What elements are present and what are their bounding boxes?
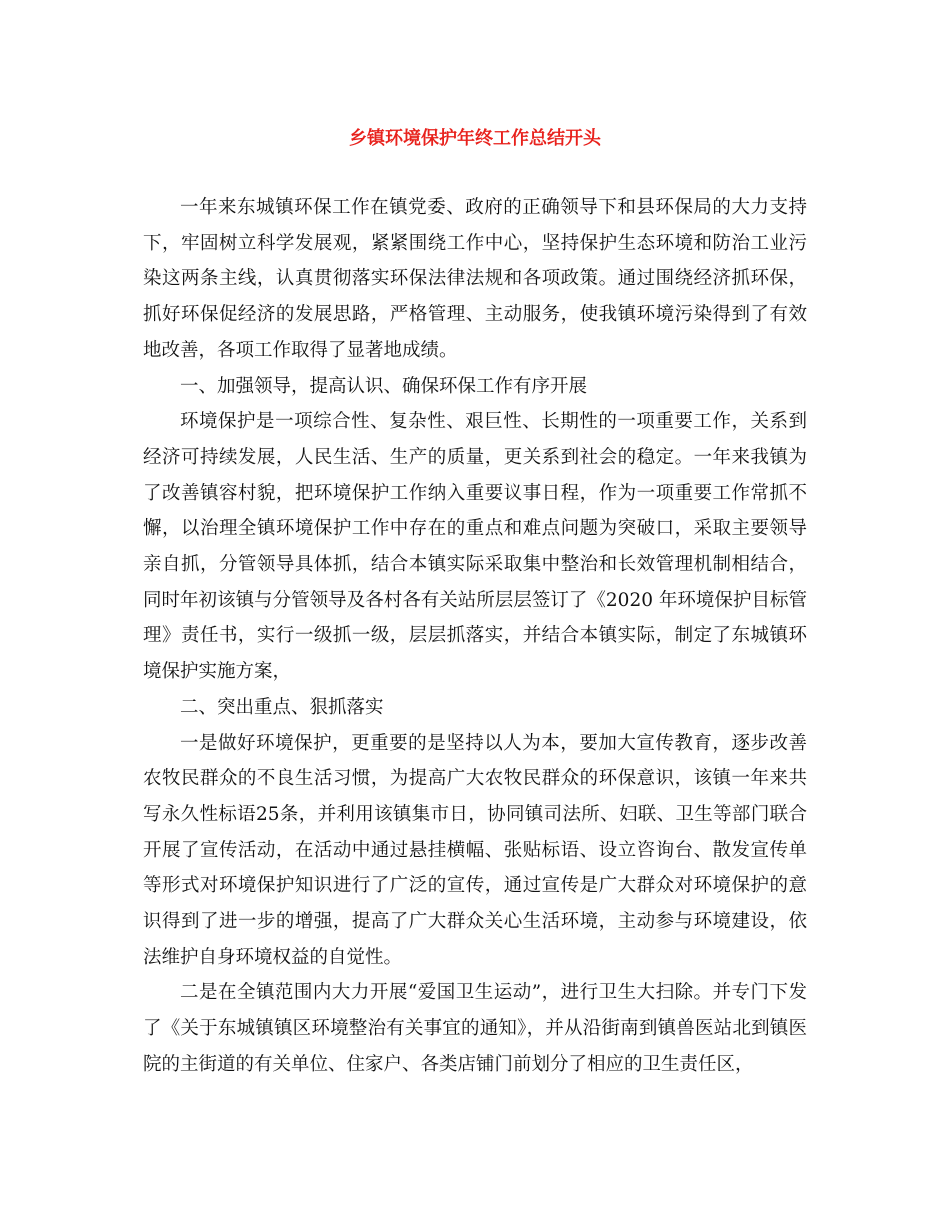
- paragraph-section-1: 环境保护是一项综合性、复杂性、艰巨性、长期性的一项重要工作，关系到经济可持续发展，人民生活、生产的质量，更关系到社会的稳定。一年来我镇为了改善镇容村貌，把环境保护工作纳入重要议事日程，作为一项重要工作常抓不懈，以治理全镇环境保护工作中存在的重点和难点问题为突破口，采取主要领导亲自抓，分管领导具体抓，结合本镇实际采取集中整治和长效管理机制相结合，同时年初该镇与分管领导及各村各有关站所层层签订了《2020 年环境保护目标管理》责任书，实行一级抓一级，层层抓落实，并结合本镇实际，制定了东城镇环境保护实施方案，: [143, 411, 807, 683]
- document-body: [143, 190, 807, 1083]
- paragraph-section-2-item-2: 二是在全镇范围内大力开展“爱国卫生运动”，进行卫生大扫除。并专门下发了《关于东城镇镇区环境整治有关事宜的通知》，并从沿街南到镇兽医站北到镇医院的主街道的有关单位、住家户、各类店铺门前划分了相应的卫生责任区，: [143, 982, 807, 1075]
- paragraph-section-2-item-1: 一是做好环境保护，更重要的是坚持以人为本，要加大宣传教育，逐步改善农牧民群众的不良生活习惯，为提高广大农牧民群众的环保意识，该镇一年来共写永久性标语25条，并利用该镇集市日，协同镇司法所、妇联、卫生等部门联合开展了宣传活动，在活动中通过悬挂横幅、张贴标语、设立咨询台、散发宣传单等形式对环境保护知识进行了广泛的宣传，通过宣传是广大群众对环境保护的意识得到了进一步的增强，提高了广大群众关心生活环境，主动参与环境建设，依法维护自身环境权益的自觉性。: [143, 732, 807, 968]
- document-title: 乡镇环境保护年终工作总结开头: [349, 128, 601, 149]
- section-heading-1: 一、加强领导，提高认识、确保环保工作有序开展: [180, 375, 588, 397]
- paragraph-intro: 一年来东城镇环保工作在镇党委、政府的正确领导下和县环保局的大力支持下，牢固树立科学发展观，紧紧围绕工作中心，坚持保护生态环境和防治工业污染这两条主线，认真贯彻落实环保法律法规和各项政策。通过围绕经济抓环保，抓好环保促经济的发展思路，严格管理、主动服务，使我镇环境污染得到了有效地改善，各项工作取得了显著地成绩。: [143, 197, 807, 361]
- section-heading-2: 二、突出重点、狠抓落实: [180, 696, 384, 718]
